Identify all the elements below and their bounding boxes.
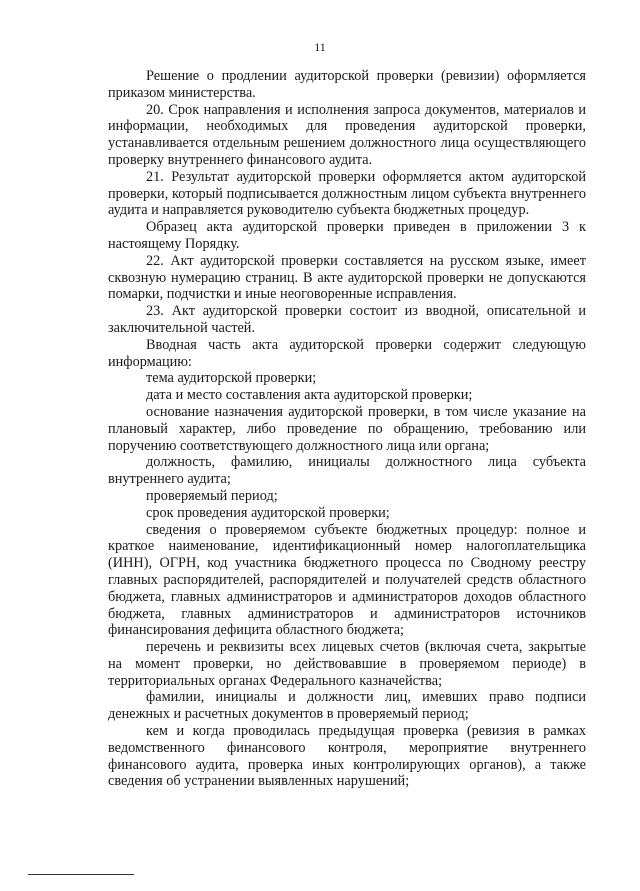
footnote-divider bbox=[28, 874, 134, 875]
list-item: тема аудиторской проверки; bbox=[146, 370, 317, 387]
paragraph: 22. Акт аудиторской проверки составляется на русском языке, имеет сквозную нумерацию страниц. В акте аудиторской проверки не допускаются помарки, подчистки и иные неоговоренные исправления. bbox=[108, 252, 586, 303]
paragraph: 20. Срок направления и исполнения запроса документов, материалов и информации, необходимых для проведения аудиторской проверки, устанавливается отдельным решением должностного лица осуществляющего проверку внутреннего финансового аудита. bbox=[108, 101, 586, 168]
list-item: фамилии, инициалы и должности лиц, имевших право подписи денежных и расчетных документов в проверяемый период; bbox=[108, 689, 586, 723]
list-item: срок проведения аудиторской проверки; bbox=[146, 504, 390, 521]
paragraph: Вводная часть акта аудиторской проверки содержит следующую информацию: bbox=[108, 336, 586, 370]
paragraph: Решение о продлении аудиторской проверки (ревизии) оформляется приказом министерства. bbox=[108, 68, 586, 101]
list-item: основание назначения аудиторской проверки, в том числе указание на плановый характер, либо проведение по обращению, требованию или поручению соответствующего должностного лица или органа; bbox=[108, 403, 586, 454]
list-item: дата и место составления акта аудиторской проверки; bbox=[146, 387, 473, 404]
list-item: должность, фамилию, инициалы должностного лица субъекта внутреннего аудита; bbox=[108, 454, 586, 488]
paragraph: Образец акта аудиторской проверки приведен в приложении 3 к настоящему Порядку. bbox=[108, 219, 586, 252]
list-item: кем и когда проводилась предыдущая проверка (ревизия в рамках ведомственного финансового контроля, мероприятие внутреннего финансового аудита, проверка иных контролирующих органов), а также сведения об устранении выявленных нарушений; bbox=[108, 723, 586, 790]
document-body bbox=[108, 68, 586, 790]
list-item: проверяемый период; bbox=[146, 487, 278, 504]
list-item: сведения о проверяемом субъекте бюджетных процедур: полное и краткое наименование, идентификационный номер налогоплательщика (ИНН), ОГРН, код участника бюджетного процесса по Сводному реестру главных распорядителей, распорядителей и получателей средств областного бюджета, главных администраторов и администраторов доходов областного бюджета, главных администраторов и администраторов источников финансирования дефицита областного бюджета; bbox=[108, 521, 586, 639]
page-number: 11 bbox=[314, 40, 326, 54]
list-item: перечень и реквизиты всех лицевых счетов (включая счета, закрытые на момент проверки, но действовавшие в проверяемом периоде) в территориальных органах Федерального казначейства; bbox=[108, 639, 586, 689]
paragraph: 21. Результат аудиторской проверки оформляется актом аудиторской проверки, который подписывается должностным лицом субъекта внутреннего аудита и направляется руководителю субъекта бюджетных процедур. bbox=[108, 168, 586, 219]
paragraph: 23. Акт аудиторской проверки состоит из вводной, описательной и заключительной частей. bbox=[108, 303, 586, 336]
